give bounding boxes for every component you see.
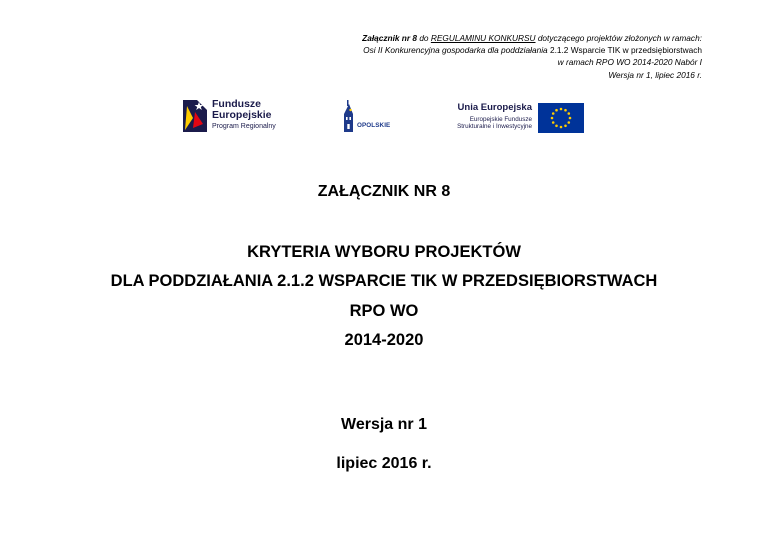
opolskie-logo [341,100,391,136]
logo-bar [0,96,768,140]
header-text: Osi II Konkurencyjna gospodarka dla poddziałania [363,45,550,56]
header-line-3: w ramach RPO WO 2014-2020 Nabór I [557,57,702,68]
document-header [362,32,702,81]
attachment-heading: ZAŁĄCZNIK NR 8 [317,183,451,200]
fe-line-3: Program Regionalny [212,123,276,130]
header-line-4: Wersja nr 1, lipiec 2016 r. [608,69,702,80]
title-line-4: 2014-2020 [344,331,424,349]
title-line-2: DLA PODDZIAŁANIA 2.1.2 WSPARCIE TIK W PRZEDSIĘBIORSTWACH [110,272,658,290]
header-text: do [417,33,431,43]
eu-flag-icon [538,103,584,133]
title-line-3: RPO WO [349,302,419,320]
ue-line-3: Strukturalne i Inwestycyjne [457,123,532,130]
ue-line-2: Europejskie Fundusze [469,116,532,123]
unia-europejska-logo [452,102,584,134]
date-label: lipiec 2016 r. [336,455,432,472]
opolskie-label: OPOLSKIE [357,122,391,129]
fe-line-1: Fundusze [212,98,261,110]
header-attachment-ref: Załącznik nr 8 [362,33,418,43]
version-label: Wersja nr 1 [341,416,427,433]
header-line-2 [362,44,702,56]
header-regulation-link: REGULAMINU KONKURSU [430,33,536,43]
header-line-1 [362,32,702,44]
header-text: dotyczącego projektów złożonych w ramach: [535,33,702,43]
fundusze-europejskie-icon [181,98,209,134]
fe-line-2: Europejskie [212,109,272,121]
fundusze-europejskie-logo [181,98,301,134]
tower-icon [341,100,357,134]
header-text: 2.1.2 Wsparcie TIK w przedsiębiorstwach [549,45,702,56]
ue-line-1: Unia Europejska [457,102,532,113]
title-line-1: KRYTERIA WYBORU PROJEKTÓW [247,243,521,261]
